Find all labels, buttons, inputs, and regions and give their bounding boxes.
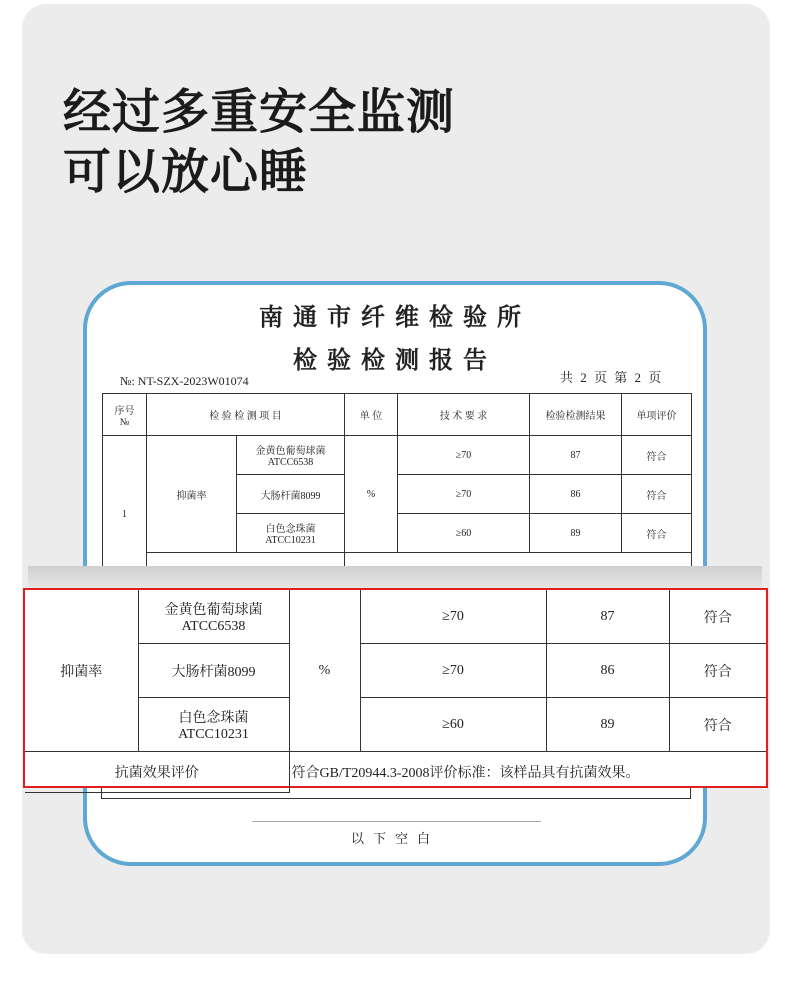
page-info: 共 2 页 第 2 页 xyxy=(560,370,664,385)
evaluation-cell: 符合 xyxy=(669,698,766,752)
requirement-cell: ≥70 xyxy=(398,436,530,475)
headline xyxy=(63,82,455,202)
headline-line-2: 可以放心睡 xyxy=(63,144,309,200)
evaluation-cell: 符合 xyxy=(622,475,692,514)
magnifier-shadow xyxy=(28,566,762,588)
evaluation-cell: 符合 xyxy=(622,514,692,553)
magnified-highlight xyxy=(23,588,768,788)
header-seq: 序号 № xyxy=(103,394,147,436)
unit-cell: % xyxy=(289,590,360,752)
result-cell: 89 xyxy=(530,514,622,553)
report-number: №: NT-SZX-2023W01074 xyxy=(120,374,249,388)
bacteria-cell: 大肠杆菌8099 xyxy=(237,475,345,514)
eval-text: 符合GB/T20944.3-2008评价标准：该样品具有抗菌效果。 xyxy=(289,752,766,793)
evaluation-row xyxy=(25,752,766,793)
table-header-row xyxy=(103,394,692,436)
requirement-cell: ≥70 xyxy=(360,644,546,698)
result-cell: 86 xyxy=(530,475,622,514)
header-result: 检验检测结果 xyxy=(530,394,622,436)
eval-label: 抗菌效果评价 xyxy=(25,752,289,793)
bacteria-cell: 白色念珠菌 ATCC10231 xyxy=(138,698,289,752)
magnified-table xyxy=(25,590,766,793)
requirement-cell: ≥60 xyxy=(398,514,530,553)
header-unit: 单 位 xyxy=(345,394,398,436)
bacteria-cell: 白色念珠菌 ATCC10231 xyxy=(237,514,345,553)
institution-name: 南通市纤维检验所 xyxy=(259,305,531,331)
header-evaluation: 单项评价 xyxy=(622,394,692,436)
requirement-cell: ≥70 xyxy=(360,590,546,644)
unit-cell: % xyxy=(345,436,398,553)
requirement-cell: ≥70 xyxy=(398,475,530,514)
header-item: 检 验 检 测 项 目 xyxy=(147,394,345,436)
evaluation-cell: 符合 xyxy=(669,590,766,644)
result-cell: 89 xyxy=(546,698,669,752)
report-table xyxy=(102,393,692,594)
category-cell: 抑菌率 xyxy=(147,436,237,553)
row-number: 1 xyxy=(103,436,147,594)
result-cell: 87 xyxy=(530,436,622,475)
table-row xyxy=(25,590,766,644)
evaluation-cell: 符合 xyxy=(622,436,692,475)
bacteria-cell: 大肠杆菌8099 xyxy=(138,644,289,698)
footer-divider xyxy=(252,821,541,822)
evaluation-cell: 符合 xyxy=(669,644,766,698)
result-cell: 87 xyxy=(546,590,669,644)
table-row xyxy=(103,436,692,475)
report-title: 检验检测报告 xyxy=(293,348,497,374)
header-requirement: 技 术 要 求 xyxy=(398,394,530,436)
category-cell: 抑菌率 xyxy=(25,590,138,752)
result-cell: 86 xyxy=(546,644,669,698)
bacteria-cell: 金黄色葡萄球菌 ATCC6538 xyxy=(138,590,289,644)
bacteria-cell: 金黄色葡萄球菌 ATCC6538 xyxy=(237,436,345,475)
headline-line-1: 经过多重安全监测 xyxy=(63,84,456,140)
blank-below-note: 以下空白 xyxy=(350,831,439,846)
requirement-cell: ≥60 xyxy=(360,698,546,752)
